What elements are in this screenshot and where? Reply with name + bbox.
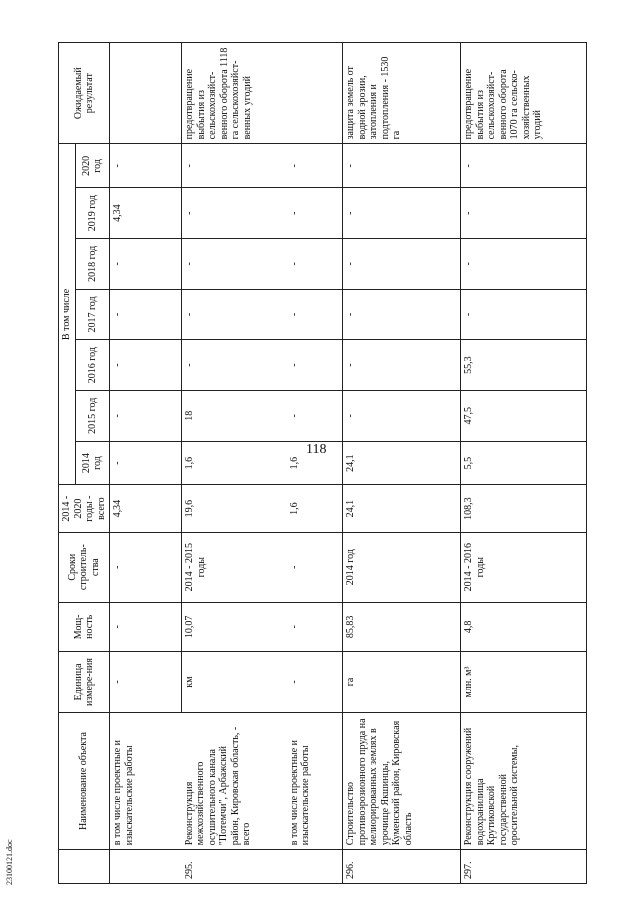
- row-year-value: 18: [182, 390, 287, 441]
- row-total: 1,6: [287, 485, 343, 532]
- row-num: 297.: [461, 850, 586, 884]
- row-year-value: 5,5: [461, 441, 586, 485]
- row-num: 296.: [343, 850, 461, 884]
- row-unit: га: [343, 652, 461, 713]
- row-year-value: -: [287, 390, 343, 441]
- row-year-value: -: [182, 188, 287, 239]
- row-period: 2014 - 2015 годы: [182, 532, 287, 602]
- row-year-value: 47,5: [461, 390, 586, 441]
- row-year-value: -: [287, 188, 343, 239]
- row-num: [287, 850, 343, 884]
- header-capacity: Мощ-ность: [59, 602, 110, 652]
- table-row: [343, 43, 461, 884]
- row-year-value: -: [110, 441, 182, 485]
- table-row: [110, 43, 182, 884]
- row-year-value: -: [110, 340, 182, 391]
- header-year: 2017 год: [75, 289, 109, 340]
- row-name: в том числе проектные и изыскательские работы: [110, 712, 182, 849]
- row-unit: км: [182, 652, 287, 713]
- row-capacity: 4,8: [461, 602, 586, 652]
- row-total: 24,1: [343, 485, 461, 532]
- row-year-value: -: [461, 144, 586, 188]
- header-name: Наименование объекта: [59, 712, 110, 849]
- row-year-value: 55,3: [461, 340, 586, 391]
- row-year-value: -: [182, 289, 287, 340]
- row-year-value: 4,34: [110, 188, 182, 239]
- header-total: 2014 - 2020 годы - всего: [59, 485, 110, 532]
- footer-code: 23100121.doc: [5, 839, 14, 885]
- row-year-value: -: [182, 340, 287, 391]
- row-result: [287, 43, 343, 144]
- row-year-value: -: [110, 289, 182, 340]
- row-year-value: -: [287, 289, 343, 340]
- row-capacity: 85,83: [343, 602, 461, 652]
- table-row: [182, 43, 287, 884]
- investment-table: [58, 42, 587, 884]
- row-period: -: [110, 532, 182, 602]
- row-year-value: -: [343, 340, 461, 391]
- page-number: 118: [306, 442, 327, 457]
- row-year-value: -: [343, 238, 461, 289]
- row-result: предотвращение выбытия из сельскохозяйст-венного оборота 1070 га сельско-хозяйственных угодий: [461, 43, 586, 144]
- header-year: 2014 год: [75, 441, 109, 485]
- header-year: 2018 год: [75, 238, 109, 289]
- rotated-table-container: [58, 42, 586, 884]
- header-year: 2020 год: [75, 144, 109, 188]
- row-year-value: -: [110, 238, 182, 289]
- row-year-value: 24,1: [343, 441, 461, 485]
- row-year-value: -: [287, 340, 343, 391]
- row-total: 4,34: [110, 485, 182, 532]
- header-period: Сроки строитель-ства: [59, 532, 110, 602]
- header-incl: В том числе: [59, 144, 76, 485]
- row-period: 2014 год: [343, 532, 461, 602]
- header-year: 2019 год: [75, 188, 109, 239]
- header-year: 2016 год: [75, 340, 109, 391]
- table-row: [461, 43, 586, 884]
- row-year-value: -: [461, 188, 586, 239]
- row-capacity: -: [287, 602, 343, 652]
- row-year-value: -: [182, 144, 287, 188]
- row-year-value: 1,6: [287, 441, 343, 485]
- header-result: Ожидаемый результат: [59, 43, 110, 144]
- row-year-value: -: [343, 144, 461, 188]
- row-num: [110, 850, 182, 884]
- row-name: Строительство противоэрозионного пруда на мелиорированных землях в урочище Якшинцы, Куменский район, Кировская область: [343, 712, 461, 849]
- row-name: в том числе проектные и изыскательские работы: [287, 712, 343, 849]
- header-num: [59, 850, 110, 884]
- row-year-value: -: [343, 289, 461, 340]
- row-period: 2014 - 2016 годы: [461, 532, 586, 602]
- row-year-value: -: [287, 238, 343, 289]
- header-year: 2015 год: [75, 390, 109, 441]
- row-period: -: [287, 532, 343, 602]
- row-result: [110, 43, 182, 144]
- row-result: предотвращение выбытия из сельскохозяйст-венного оборота 1118 га сельскохозяйст-венных угодий: [182, 43, 287, 144]
- row-total: 19,6: [182, 485, 287, 532]
- header-unit: Единица измере-ния: [59, 652, 110, 713]
- row-year-value: -: [461, 289, 586, 340]
- row-name: Реконструкция межхозяйственного осушительного канала "Потемчи", Арбажский район, Кировская область, - всего: [182, 712, 287, 849]
- row-capacity: 10,07: [182, 602, 287, 652]
- row-unit: -: [287, 652, 343, 713]
- row-year-value: -: [182, 238, 287, 289]
- row-year-value: -: [110, 390, 182, 441]
- row-name: Реконструкция сооружений водохранилища Крутиковской государственной оросительной системы,: [461, 712, 586, 849]
- row-year-value: 1,6: [182, 441, 287, 485]
- row-capacity: -: [110, 602, 182, 652]
- row-result: защита земель от водной эрозии, затопления и подтопления - 1530 га: [343, 43, 461, 144]
- row-total: 108,3: [461, 485, 586, 532]
- table-row: [287, 43, 343, 884]
- row-year-value: -: [343, 188, 461, 239]
- row-year-value: -: [110, 144, 182, 188]
- row-year-value: -: [461, 238, 586, 289]
- row-unit: млн. м³: [461, 652, 586, 713]
- row-year-value: -: [343, 390, 461, 441]
- row-year-value: -: [287, 144, 343, 188]
- row-num: 295.: [182, 850, 287, 884]
- row-unit: -: [110, 652, 182, 713]
